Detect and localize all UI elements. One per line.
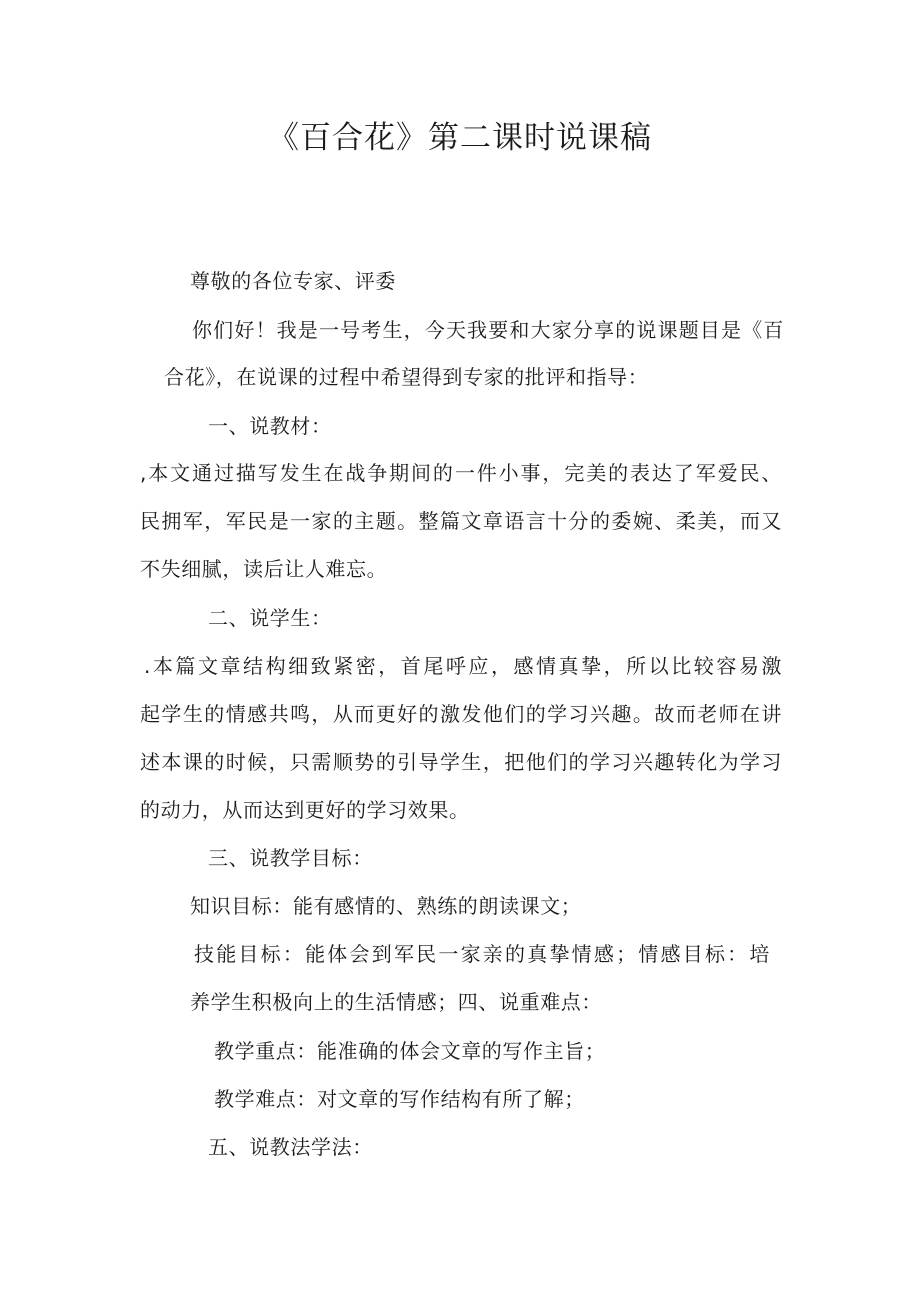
students-line-2: 起学生的情感共鸣，从而更好的激发他们的学习兴趣。故而老师在讲 [140,702,782,726]
textbook-line-1: ,本文通过描写发生在战争期间的一件小事，完美的表达了军爱民、 [140,461,782,485]
section-heading-textbook: 一、说教材： [208,414,332,438]
textbook-line-3: 不失细腻，读后让人难忘。 [140,557,388,581]
objective-skills-line-2: 养学生积极向上的生活情感；四、说重难点： [190,990,602,1014]
salutation-line: 尊敬的各位专家、评委 [190,269,396,293]
objective-skills-line-1: 技能目标：能体会到军民一家亲的真挚情感；情感目标：培 [194,942,770,966]
students-line-4: 的动力，从而达到更好的学习效果。 [140,798,470,822]
greeting-line-1: 你们好！我是一号考生，今天我要和大家分享的说课题目是《百 [192,318,784,342]
textbook-line-2: 民拥军，军民是一家的主题。整篇文章语言十分的委婉、柔美，而又 [140,509,782,533]
section-heading-objectives: 三、说教学目标： [208,846,373,870]
greeting-line-2: 合花》，在说课的过程中希望得到专家的批评和指导： [164,365,649,389]
difficult-point-line: 教学难点：对文章的写作结构有所了解； [214,1087,585,1111]
students-line-1: .本篇文章结构细致紧密，首尾呼应，感情真挚，所以比较容易激 [144,654,782,678]
key-point-line: 教学重点：能准确的体会文章的写作主旨； [214,1039,606,1063]
objective-knowledge-line: 知识目标：能有感情的、熟练的朗读课文； [190,894,582,918]
students-line-3: 述本课的时候，只需顺势的引导学生，把他们的学习兴趣转化为学习 [140,750,782,774]
section-heading-students: 二、说学生： [208,606,332,630]
document-title: 《百合花》第二课时说课稿 [268,120,652,156]
section-heading-methods: 五、说教法学法： [208,1135,373,1159]
